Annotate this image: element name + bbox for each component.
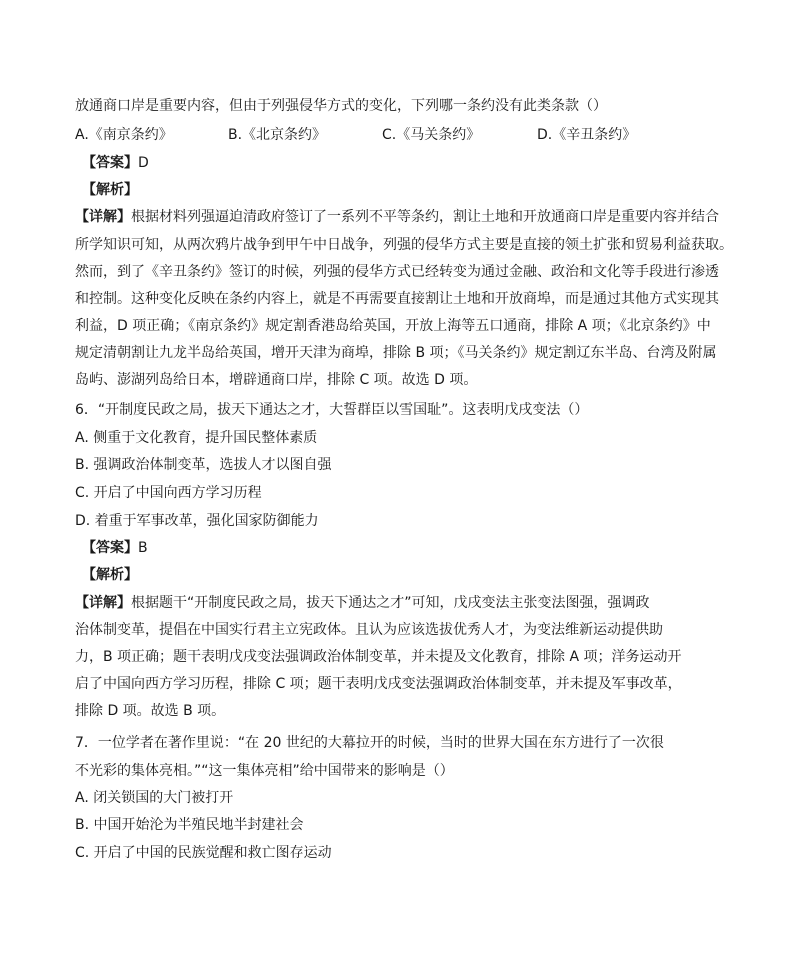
q5-option-c: C.《马关条约》 bbox=[382, 127, 481, 143]
q6-option-d: D. 着重于军事改革，强化国家防御能力 bbox=[75, 513, 319, 529]
q6-answer-value: B bbox=[138, 540, 148, 556]
q5-detail-line-2: 所学知识可知，从两次鸦片战争到甲午中日战争，列强的侵华方式主要是直接的领土扩张和贸易利益获取。 bbox=[75, 237, 733, 253]
q5-answer-tag: 【答案】 bbox=[82, 155, 138, 171]
q5-detail-line-1: 【详解】根据材料列强逼迫清政府签订了一系列不平等条约，割让土地和开放通商口岸是重要内容并结合 bbox=[75, 209, 719, 225]
q6-detail-line-5: 排除 D 项。故选 B 项。 bbox=[75, 703, 226, 719]
q7-option-c: C. 开启了中国的民族觉醒和救亡图存运动 bbox=[75, 845, 332, 861]
q7-stem-line-1: 7．一位学者在著作里说：“在 20 世纪的大幕拉开的时候，当时的世界大国在东方进行了一次很 bbox=[75, 735, 664, 751]
q6-detail-line-1: 【详解】根据题干“开制度民政之局，拔天下通达之才”可知，戊戌变法主张变法图强，强调政 bbox=[75, 595, 650, 611]
q5-detail-line-7: 岛屿、澎湖列岛给日本，增辟通商口岸，排除 C 项。故选 D 项。 bbox=[75, 372, 478, 388]
q6-detail-tag: 【详解】 bbox=[75, 595, 131, 611]
q5-stem-tail: 放通商口岸是重要内容，但由于列强侵华方式的变化，下列哪一条约没有此类条款（） bbox=[75, 98, 607, 114]
q6-option-a: A. 侧重于文化教育，提升国民整体素质 bbox=[75, 430, 318, 446]
q6-option-b: B. 强调政治体制变革，选拔人才以图自强 bbox=[75, 457, 332, 473]
q6-answer bbox=[82, 538, 148, 558]
q5-detail-line-6: 规定清朝割让九龙半岛给英国，增开天津为商埠，排除 B 项；《马关条约》规定割辽东半岛、台湾及附属 bbox=[75, 345, 717, 361]
q6-detail-line-3: 力，B 项正确；题干表明戊戌变法强调政治体制变革，并未提及文化教育，排除 A 项；洋务运动开 bbox=[75, 649, 682, 665]
q6-option-c: C. 开启了中国向西方学习历程 bbox=[75, 485, 262, 501]
q6-analysis-tag: 【解析】 bbox=[82, 567, 138, 583]
q5-detail-line-4: 和控制。这种变化反映在条约内容上，就是不再需要直接割让土地和开放商埠，而是通过其他方式实现其 bbox=[75, 291, 719, 307]
q6-detail-line-4: 启了中国向西方学习历程，排除 C 项；题干表明戊戌变法强调政治体制变革，并未提及军事改革， bbox=[75, 676, 682, 692]
q6-detail-line-2: 治体制变革，提倡在中国实行君主立宪政体。且认为应该选拔优秀人才，为变法维新运动提供助 bbox=[75, 622, 663, 638]
q5-option-a: A.《南京条约》 bbox=[75, 127, 173, 143]
q5-detail-line-5: 利益，D 项正确；《南京条约》规定割香港岛给英国，开放上海等五口通商，排除 A 项；《北京条约》中 bbox=[75, 318, 711, 334]
q7-option-b: B. 中国开始沦为半殖民地半封建社会 bbox=[75, 817, 304, 833]
q7-stem-line-2: 不光彩的集体亮相。”“这一集体亮相”给中国带来的影响是（） bbox=[75, 763, 454, 779]
q5-detail-tag: 【详解】 bbox=[75, 209, 131, 225]
q5-answer bbox=[82, 153, 149, 173]
q5-analysis-tag: 【解析】 bbox=[82, 182, 138, 198]
q5-detail-line-3: 然而，到了《辛丑条约》签订的时候，列强的侵华方式已经转变为通过金融、政治和文化等手段进行渗透 bbox=[75, 264, 719, 280]
q5-answer-value: D bbox=[138, 155, 149, 171]
q5-options bbox=[75, 125, 775, 145]
q6-answer-tag: 【答案】 bbox=[82, 540, 138, 556]
q5-option-b: B.《北京条约》 bbox=[228, 127, 327, 143]
q5-option-d: D.《辛丑条约》 bbox=[537, 127, 637, 143]
q6-stem: 6．“开制度民政之局，拔天下通达之才，大誓群臣以雪国耻”。这表明戊戌变法（） bbox=[75, 402, 589, 418]
q7-option-a: A. 闭关锁国的大门被打开 bbox=[75, 790, 234, 806]
